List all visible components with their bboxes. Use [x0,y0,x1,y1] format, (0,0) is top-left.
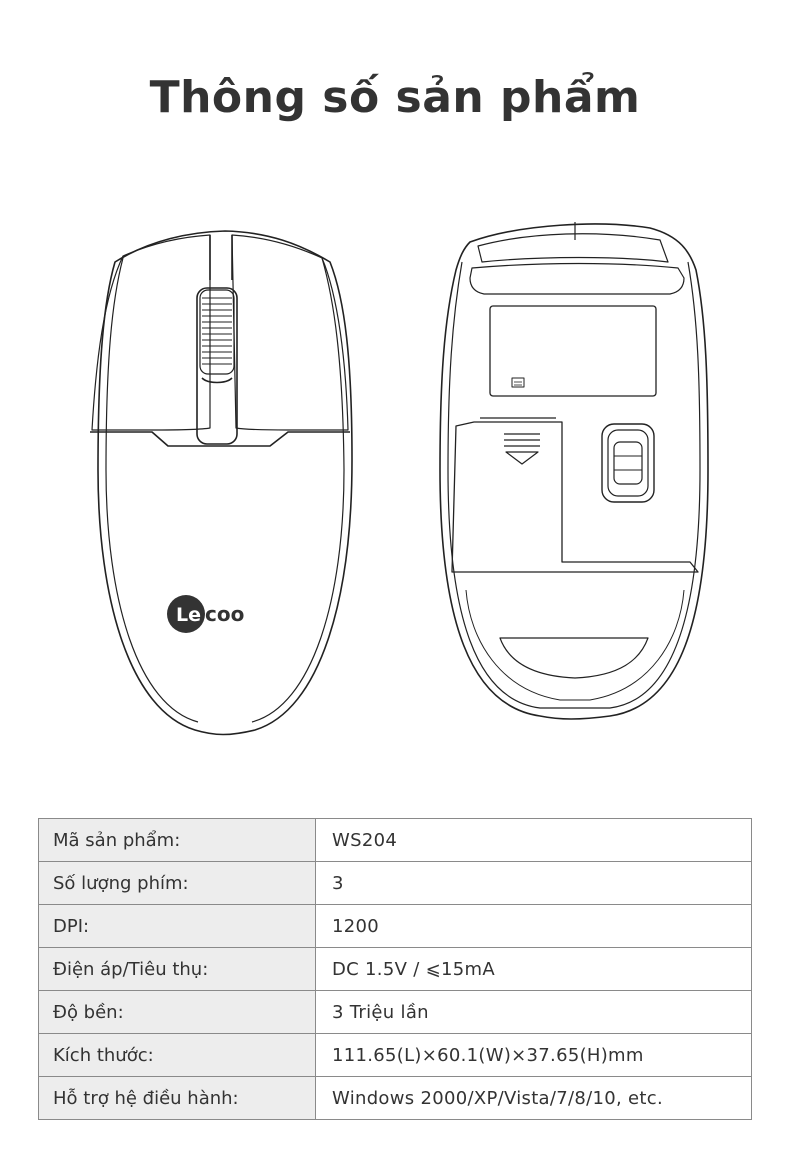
spec-label: Điện áp/Tiêu thụ: [39,948,316,991]
optical-sensor [602,424,654,502]
scroll-wheel [202,298,232,364]
table-row [39,948,752,991]
mouse-top-outline [98,231,352,735]
page-title: Thông số sản phẩm [149,72,641,123]
svg-text:coo: coo [205,602,245,626]
mouse-bottom-view [440,222,708,719]
table-row [39,905,752,948]
spec-label: Số lượng phím: [39,862,316,905]
spec-label: Mã sản phẩm: [39,819,316,862]
left-button-outline [92,235,210,430]
spec-label: Hỗ trợ hệ điều hành: [39,1077,316,1120]
spec-value: 111.65(L)×60.1(W)×37.65(H)mm [316,1034,752,1077]
spec-value: 3 Triệu lần [316,991,752,1034]
mouse-illustration [0,200,790,740]
mouse-top-view [90,231,352,735]
specs-table [38,818,752,1120]
table-row [39,819,752,862]
table-row [39,991,752,1034]
mouse-top-inner-edge [106,258,198,722]
spec-value: DC 1.5V / ⩽15mA [316,948,752,991]
bottom-foot-pad [500,638,648,678]
spec-value: 1200 [316,905,752,948]
scroll-wheel-slot [197,288,237,444]
lecoo-logo [167,595,244,633]
spec-value: Windows 2000/XP/Vista/7/8/10, etc. [316,1077,752,1120]
table-row [39,1077,752,1120]
spec-label: Kích thước: [39,1034,316,1077]
spec-label: DPI: [39,905,316,948]
battery-cover-release-icon [504,434,540,464]
top-foot-pad [478,234,668,262]
spec-value: WS204 [316,819,752,862]
table-row [39,862,752,905]
label-icon [512,378,524,387]
spec-label: Độ bền: [39,991,316,1034]
svg-text:Le: Le [176,604,201,626]
label-plate [490,306,656,396]
table-row [39,1034,752,1077]
battery-cover [452,422,698,572]
spec-value: 3 [316,862,752,905]
